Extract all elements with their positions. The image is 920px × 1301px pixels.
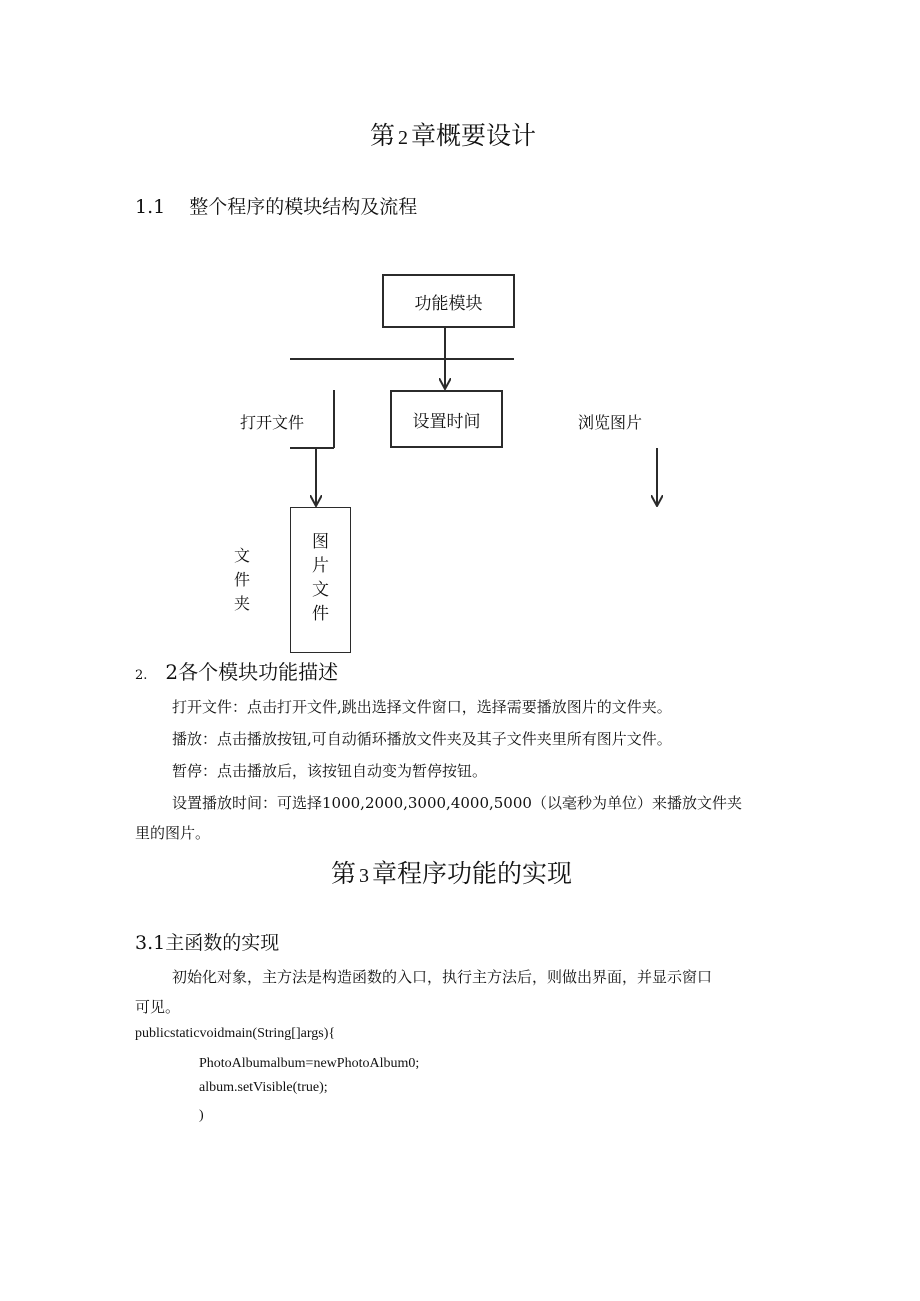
image-file-label: 图片文件 bbox=[312, 532, 329, 624]
code-line-4: ) bbox=[199, 1108, 204, 1123]
set-time-box bbox=[390, 390, 503, 448]
folder-vertical-label: 文件夹 bbox=[233, 546, 250, 613]
browse-images-label: 浏览图片 bbox=[578, 413, 643, 432]
chapter-prefix: 第 bbox=[370, 121, 396, 150]
section-2-2-heading bbox=[135, 656, 338, 685]
set-time-label: 设置时间 bbox=[412, 411, 481, 432]
function-module-label: 功能模块 bbox=[414, 293, 483, 314]
code-line-3: album.setVisible(true); bbox=[199, 1080, 328, 1095]
image-file-box bbox=[290, 507, 351, 653]
description-play: 播放：点击播放按钮,可自动循环播放文件夹及其子文件夹里所有图片文件。 bbox=[172, 730, 672, 748]
chapter-number: 2 bbox=[398, 127, 409, 149]
section-number: 1.1 bbox=[135, 196, 166, 218]
chapter-title: 章概要设计 bbox=[411, 121, 537, 150]
intro-line-2: 可见。 bbox=[135, 998, 181, 1016]
chapter-prefix: 第 bbox=[331, 859, 357, 888]
function-module-box bbox=[382, 274, 515, 328]
code-line-2: PhotoAlbumalbum=newPhotoAlbum0; bbox=[199, 1056, 420, 1071]
description-pause: 暂停：点击播放后，该按钮自动变为暂停按钮。 bbox=[172, 762, 488, 780]
chapter-title: 章程序功能的实现 bbox=[372, 859, 573, 888]
chapter-number: 3 bbox=[359, 865, 370, 887]
code-line-1: publicstaticvoidmain(String[]args){ bbox=[135, 1026, 336, 1041]
section-number: 2. bbox=[135, 668, 148, 683]
section-title: 2各个模块功能描述 bbox=[165, 660, 339, 684]
description-set-time-cont: 里的图片。 bbox=[135, 824, 211, 842]
chapter-3-heading bbox=[331, 854, 572, 890]
description-set-time: 设置播放时间：可选择1000,2000,3000,4000,5000（以毫秒为单位）来播放文件夹 bbox=[172, 794, 742, 812]
intro-line-1: 初始化对象，主方法是构造函数的入口，执行主方法后，则做出界面，并显示窗口 bbox=[172, 968, 713, 986]
description-open-file: 打开文件：点击打开文件,跳出选择文件窗口，选择需要播放图片的文件夹。 bbox=[172, 698, 672, 716]
open-file-label: 打开文件 bbox=[240, 413, 305, 432]
section-3-1-heading: 3.1主函数的实现 bbox=[135, 932, 280, 954]
section-title: 整个程序的模块结构及流程 bbox=[189, 196, 418, 218]
